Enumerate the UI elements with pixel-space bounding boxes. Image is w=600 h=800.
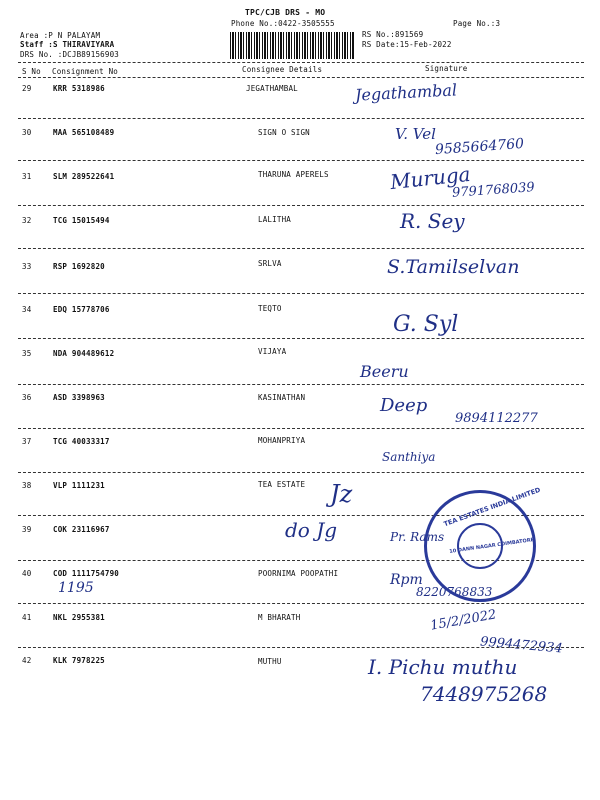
handwritten-signature: S.Tamilselvan	[387, 256, 520, 278]
row-consignee: THARUNA APERELS	[258, 170, 329, 179]
row-sno: 29	[22, 84, 32, 93]
row-consignee: SIGN O SIGN	[258, 128, 310, 137]
handwritten-phone: 9994472934	[479, 634, 564, 657]
row-sno: 40	[22, 569, 32, 578]
row-consignment: COK 23116967	[53, 525, 110, 534]
row-consignment: MAA 565108489	[53, 128, 115, 137]
column-header-sno: S No	[22, 67, 41, 76]
row-sno: 35	[22, 349, 32, 358]
company-stamp-seal	[424, 485, 542, 602]
handwritten-signature: Rpm	[390, 572, 423, 588]
row-consignee: MOHANPRIYA	[258, 436, 306, 445]
row-divider	[18, 384, 584, 385]
handwritten-phone: 9894112277	[455, 411, 538, 426]
row-sno: 37	[22, 437, 32, 446]
column-header-consignee: Consignee Details	[242, 65, 323, 74]
handwritten-signature: Deep	[380, 395, 428, 416]
column-header-signature: Signature	[425, 64, 468, 73]
handwritten-signature: Jz	[330, 480, 353, 508]
row-consignment: NKL 2955381	[53, 613, 105, 622]
row-sno: 31	[22, 172, 32, 181]
row-consignee: M BHARATH	[258, 613, 301, 622]
row-consignee: KASINATHAN	[258, 393, 306, 402]
row-sno: 38	[22, 481, 32, 490]
divider	[18, 62, 584, 63]
row-sno: 32	[22, 216, 32, 225]
row-consignment: KLK 7978225	[53, 656, 105, 665]
row-divider	[18, 603, 584, 604]
row-consignment: VLP 1111231	[53, 481, 105, 490]
row-consignment: EDQ 15778706	[53, 305, 110, 314]
stamp-ring-text: TEA ESTATES INDIA LIMITED	[442, 485, 542, 529]
page-number: Page No.:3	[453, 19, 501, 28]
drs-number: DRS No. :DCJB89156903	[20, 50, 120, 59]
row-divider	[18, 428, 584, 429]
row-consignee: LALITHA	[258, 215, 292, 224]
handwritten-signature: Muruga	[388, 161, 472, 195]
row-divider	[18, 248, 584, 249]
row-consignee: MUTHU	[258, 657, 282, 666]
row-divider	[18, 205, 584, 206]
rs-date: RS Date:15-Feb-2022	[362, 40, 452, 49]
row-divider	[18, 118, 584, 119]
handwritten-date: 15/2/2022	[429, 607, 498, 634]
rs-number: RS No.:891569	[362, 30, 424, 39]
row-consignee: TEA ESTATE	[258, 480, 306, 489]
handwritten-phone: 8220768833	[416, 585, 493, 599]
row-consignee: SRLVA	[258, 259, 282, 268]
area-label: Area :P N PALAYAM	[20, 31, 101, 40]
handwritten-phone: 7448975268	[420, 682, 548, 706]
stamp-center-text: 10 DANN NAGAR COIMBATORE	[448, 537, 535, 555]
row-sno: 39	[22, 525, 32, 534]
row-consignment: ASD 3398963	[53, 393, 105, 402]
row-consignee: JEGATHAMBAL	[246, 84, 298, 93]
handwritten-note: 1195	[58, 580, 94, 596]
row-divider	[18, 338, 584, 339]
handwritten-phone: 9791768039	[451, 180, 536, 201]
row-consignment: NDA 904489612	[53, 349, 115, 358]
row-sno: 36	[22, 393, 32, 402]
handwritten-signature: V. Vel	[395, 125, 436, 143]
row-consignment: TCG 40033317	[53, 437, 110, 446]
handwritten-signature: do Jg	[285, 518, 338, 542]
divider	[18, 77, 584, 78]
row-sno: 30	[22, 128, 32, 137]
row-consignment: KRR 5318986	[53, 84, 105, 93]
row-sno: 41	[22, 613, 32, 622]
barcode-image	[230, 32, 355, 59]
row-consignee: VIJAYA	[258, 347, 287, 356]
handwritten-phone: 9585664760	[434, 135, 525, 159]
row-consignment: SLM 289522641	[53, 172, 115, 181]
handwritten-signature: Beeru	[360, 362, 409, 381]
row-divider	[18, 160, 584, 161]
row-consignment: RSP 1692820	[53, 262, 105, 271]
sheet-title: TPC/CJB DRS - MO	[245, 8, 326, 17]
handwritten-signature: G. Syl	[393, 312, 459, 337]
row-sno: 33	[22, 262, 32, 271]
row-consignment: TCG 15015494	[53, 216, 110, 225]
handwritten-signature: Santhiya	[382, 450, 436, 464]
handwritten-signature: R. Sey	[400, 209, 465, 233]
handwritten-signature: I. Pichu muthu	[368, 655, 518, 679]
row-sno: 42	[22, 656, 32, 665]
row-divider	[18, 647, 584, 648]
row-consignee: TEQTO	[258, 304, 282, 313]
row-divider	[18, 293, 584, 294]
row-sno: 34	[22, 305, 32, 314]
handwritten-signature-secondary: Pr. Rams	[390, 530, 445, 544]
row-consignee: POORNIMA POOPATHI	[258, 569, 339, 578]
staff-label: Staff :S THIRAVIYARA	[20, 40, 115, 49]
handwritten-signature: Jegathambal	[354, 80, 458, 105]
row-divider	[18, 472, 584, 473]
row-consignment: COD 1111754790	[53, 569, 120, 578]
phone-number: Phone No.:0422-3505555	[231, 19, 335, 28]
column-header-consignment: Consignment No	[52, 67, 119, 76]
